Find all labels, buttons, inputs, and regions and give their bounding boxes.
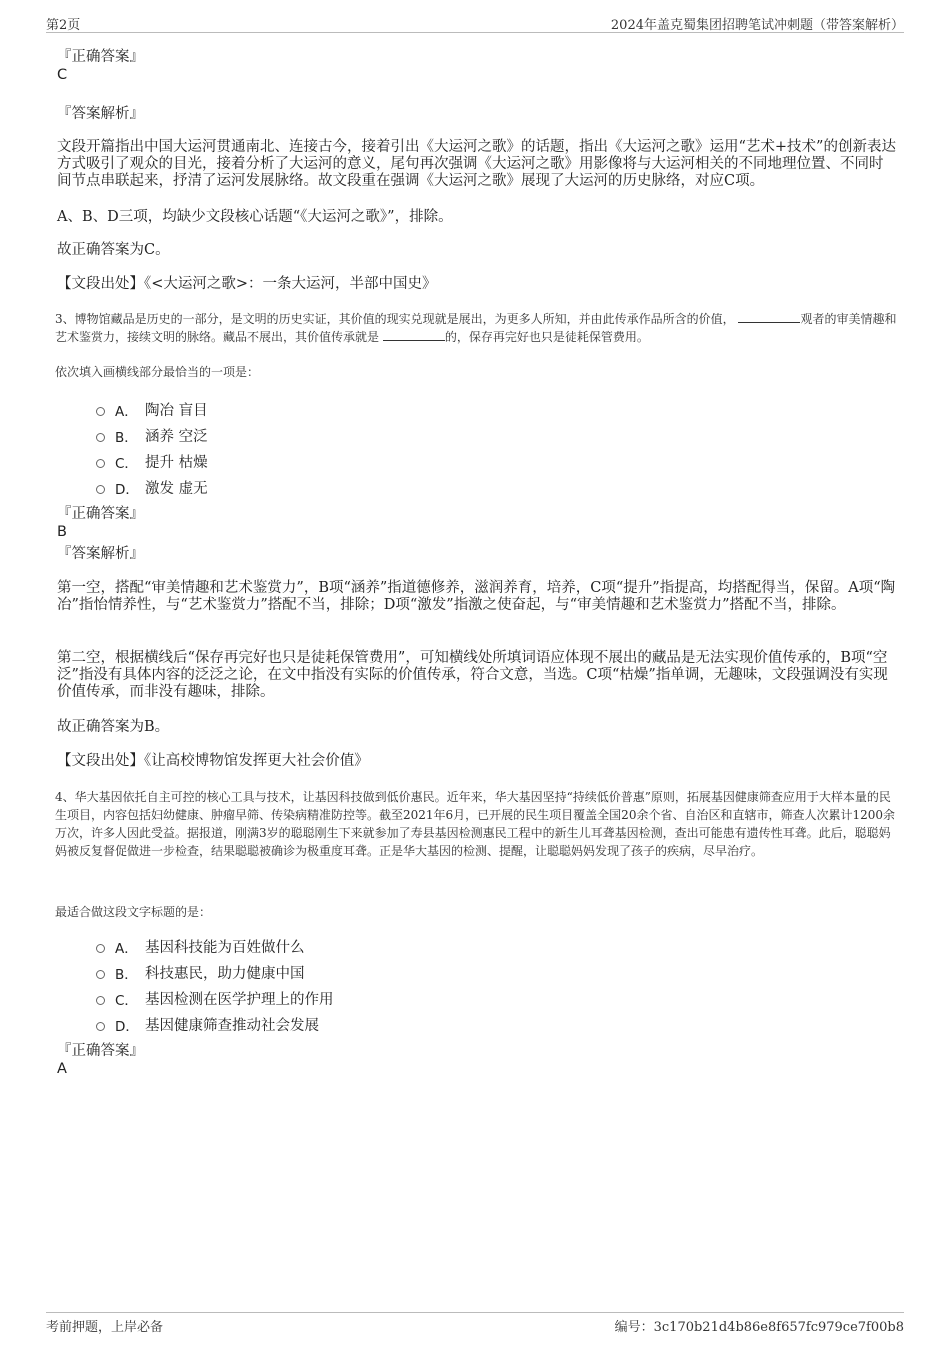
q2-answer-label: 『正确答案』 (57, 49, 144, 65)
page-footer (46, 1312, 904, 1333)
radio-icon[interactable] (96, 996, 105, 1005)
q3-option-c[interactable]: C． 提升 枯燥 (96, 451, 208, 472)
radio-icon[interactable] (96, 459, 105, 468)
q2-conclusion: 故正确答案为C。 (57, 242, 170, 258)
page-number: 第2页 (46, 18, 81, 33)
q4-option-b[interactable]: B． 科技惠民，助力健康中国 (96, 962, 305, 983)
q4-option-d[interactable]: D． 基因健康筛查推动社会发展 (96, 1014, 319, 1035)
q2-analysis-label: 『答案解析』 (57, 106, 144, 122)
document-id: 编号：3c170b21d4b86e8f657fc979ce7f00b8 (614, 1320, 904, 1335)
q2-source: 【文段出处】《<大运河之歌>：一条大运河，半部中国史》 (57, 276, 437, 292)
page-header (46, 14, 904, 33)
q3-conclusion: 故正确答案为B。 (57, 719, 170, 735)
q4-answer: A (57, 1061, 67, 1077)
q3-prompt: 依次填入画横线部分最恰当的一项是： (55, 365, 260, 379)
q3-stem: 3、博物馆藏品是历史的一部分，是文明的历史实证，其价值的现实兑现就是展出，为更多人所知，并由此传承作品所含的价值， 观者的审美情趣和艺术鉴赏力，接续文明的脉络。藏品不展出，其价值传承就是 的，保存再完好也只是徒耗保管费用。 (55, 312, 897, 344)
radio-icon[interactable] (96, 433, 105, 442)
radio-icon[interactable] (96, 485, 105, 494)
q4-option-a[interactable]: A． 基因科技能为百姓做什么 (96, 936, 305, 957)
q4-option-c[interactable]: C． 基因检测在医学护理上的作用 (96, 988, 334, 1009)
footer-slogan: 考前押题，上岸必备 (46, 1320, 164, 1335)
q2-answer: C (57, 67, 68, 83)
q3-analysis-p2: 第二空，根据横线后“保存再完好也只是徒耗保管费用”，可知横线处所填词语应体现不展出的藏品是无法实现价值传承的，B项“空泛”指没有具体内容的泛泛之论，在文中指没有实际的价值传承，符合文意，当选。C项“枯燥”指单调，无趣味，文段强调没有实现价值传承，而非没有趣味，排除。 (57, 650, 888, 700)
document-title: 2024年盖克蜀集团招聘笔试冲刺题（带答案解析） (610, 18, 904, 33)
q3-option-b[interactable]: B． 涵养 空泛 (96, 425, 208, 446)
radio-icon[interactable] (96, 970, 105, 979)
q3-blank-1 (738, 310, 800, 323)
q3-source: 【文段出处】《让高校博物馆发挥更大社会价值》 (57, 753, 369, 769)
q3-answer-label: 『正确答案』 (57, 506, 144, 522)
radio-icon[interactable] (96, 407, 105, 416)
radio-icon[interactable] (96, 944, 105, 953)
q3-option-a[interactable]: A． 陶冶 盲目 (96, 399, 208, 420)
q2-analysis-p1: 文段开篇指出中国大运河贯通南北、连接古今，接着引出《大运河之歌》的话题，指出《大运河之歌》运用“艺术+技术”的创新表达方式吸引了观众的目光，接着分析了大运河的意义，尾句再次强调《大运河之歌》用影像将与大运河相关的不同地理位置、不同时间节点串联起来，抒清了运河发展脉络。故文段重在强调《大运河之歌》展现了大运河的历史脉络，对应C项。 (57, 139, 896, 189)
q4-prompt: 最适合做这段文字标题的是： (55, 905, 212, 919)
q4-answer-label: 『正确答案』 (57, 1043, 144, 1059)
q3-blank-2 (383, 328, 445, 341)
q3-analysis-label: 『答案解析』 (57, 546, 144, 562)
q3-option-d[interactable]: D． 激发 虚无 (96, 477, 208, 498)
q3-answer: B (57, 524, 67, 540)
radio-icon[interactable] (96, 1022, 105, 1031)
q4-stem: 4、华大基因依托自主可控的核心工具与技术，让基因科技做到低价惠民。近年来，华大基因坚持“持续低价普惠”原则，拓展基因健康筛查应用于大样本量的民生项目，内容包括妇幼健康、肿瘤早筛、传染病精准防控等。截至2021年6月，已开展的民生项目覆盖全国20余个省、自治区和直辖市，筛查人次累计1200余万次，许多人因此受益。据报道，刚满3岁的聪聪刚生下来就参加了寿县基因检测惠民工程中的新生儿耳聋基因检测，查出可能患有遗传性耳聋。此后，聪聪妈妈被反复督促做进一步检查，结果聪聪被确诊为极重度耳聋。正是华大基因的检测、提醒，让聪聪妈妈发现了孩子的疾病，尽早治疗。 (55, 790, 895, 858)
q2-analysis-p2: A、B、D三项，均缺少文段核心话题“《大运河之歌》”，排除。 (57, 209, 453, 225)
q3-analysis-p1: 第一空，搭配“审美情趣和艺术鉴赏力”，B项“涵养”指道德修养，滋润养育，培养，C项“提升”指提高，均搭配得当，保留。A项“陶冶”指怡情养性，与“艺术鉴赏力”搭配不当，排除；D项“激发”指激之使奋起，与“审美情趣和艺术鉴赏力”搭配不当，排除。 (57, 580, 896, 613)
